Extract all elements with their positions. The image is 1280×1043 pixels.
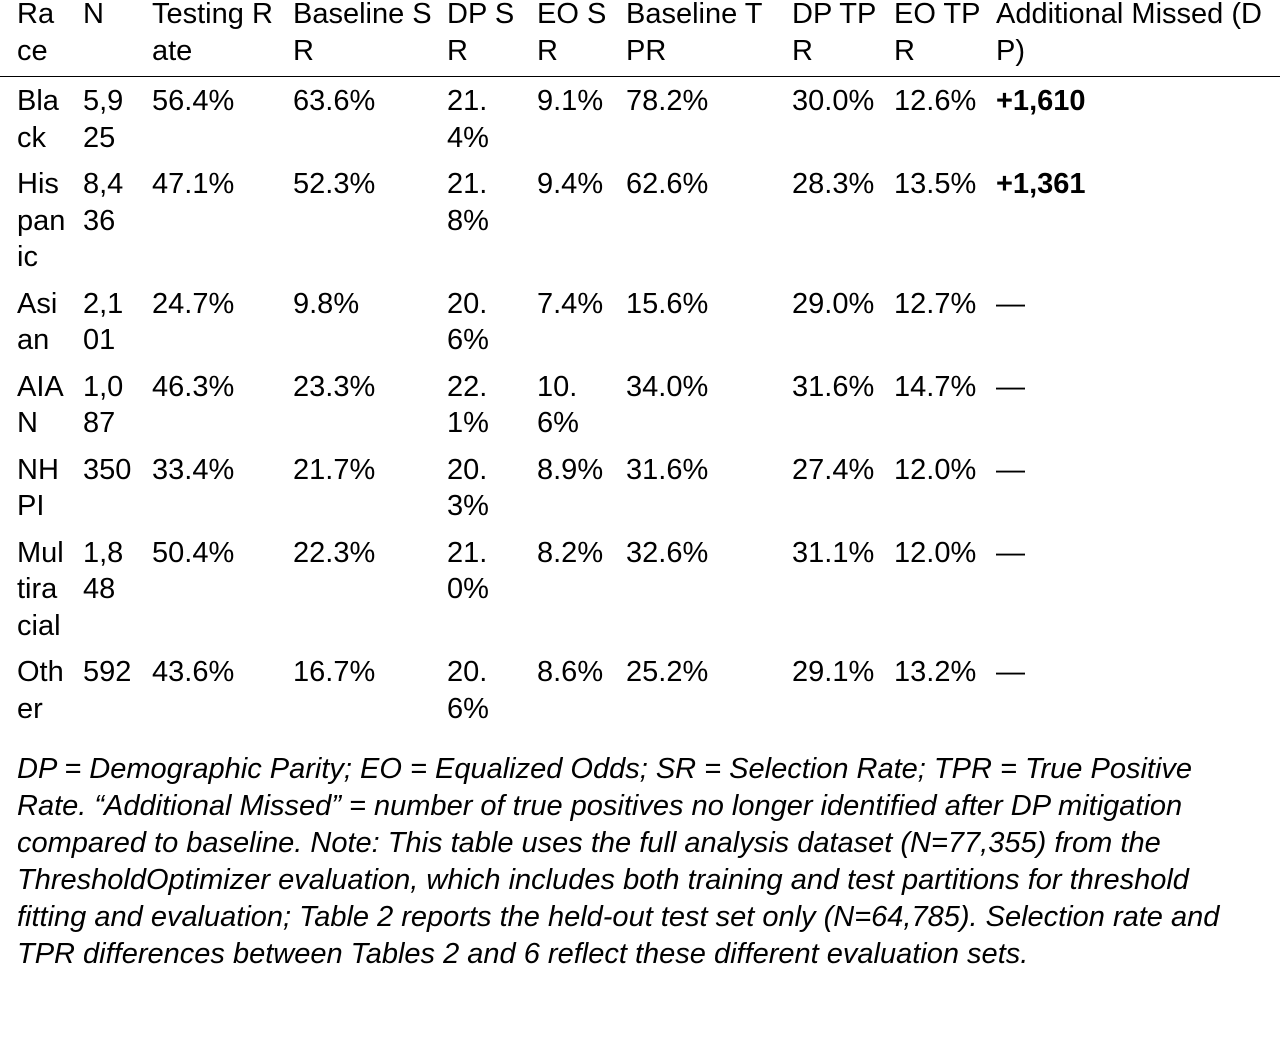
table-cell: 16.7% (293, 656, 376, 688)
table-cell: 592 (83, 656, 132, 688)
table-cell: 5,925 (83, 85, 124, 154)
table-cell: 20.6% (447, 656, 489, 725)
table-cell: 8.6% (537, 656, 604, 688)
table-cell: 27.4% (792, 453, 875, 486)
table-cell: — (996, 287, 1025, 320)
table-cell: 52.3% (293, 168, 376, 200)
header-cell: Testing Rate (152, 0, 273, 67)
header-cell: N (83, 0, 104, 30)
table-cell: Multiracial (17, 536, 64, 642)
header-cell: Race (17, 0, 55, 67)
table-cell: Black (17, 85, 59, 154)
table-cell: 21.7% (293, 453, 376, 486)
table-cell: 10.6% (537, 370, 579, 439)
table-cell: 9.1% (537, 85, 604, 117)
table-cell: 8,436 (83, 168, 124, 237)
table-cell: 20.6% (447, 287, 489, 356)
table-cell: 21.8% (447, 168, 489, 237)
table-cell: — (996, 656, 1025, 688)
table-cell: 9.8% (293, 287, 360, 320)
table-cell: 50.4% (152, 536, 235, 569)
table-cell: — (996, 536, 1025, 569)
table-cell: 46.3% (152, 370, 235, 403)
table-cell: 21.0% (447, 536, 489, 605)
table-row (0, 166, 1280, 286)
header-row (0, 0, 1280, 77)
table-row (0, 452, 1280, 535)
table-cell: Asian (17, 287, 58, 356)
table-cell: 32.6% (626, 536, 709, 569)
table-cell: 78.2% (626, 85, 709, 117)
table-cell: +1,361 (996, 168, 1086, 200)
header-cell: EO TPR (894, 0, 981, 67)
table-cell: 8.9% (537, 453, 604, 486)
table-cell: 14.7% (894, 370, 977, 403)
table-cell: 31.6% (792, 370, 875, 403)
table-cell: 34.0% (626, 370, 709, 403)
table-cell: 13.5% (894, 168, 977, 200)
table-cell: 30.0% (792, 85, 875, 117)
header-cell: Baseline SR (293, 0, 432, 67)
table-cell: 62.6% (626, 168, 709, 200)
table-cell: 8.2% (537, 536, 604, 569)
header-cell: DP SR (447, 0, 515, 67)
table-cell: 12.6% (894, 85, 977, 117)
table-cell: Other (17, 656, 64, 725)
table-cell: 29.1% (792, 656, 875, 688)
table-cell: — (996, 370, 1025, 403)
table-cell: 31.6% (626, 453, 709, 486)
table-cell: 12.7% (894, 287, 977, 320)
table-cell: 2,101 (83, 287, 124, 356)
table-cell: 33.4% (152, 453, 235, 486)
table-cell: 24.7% (152, 287, 235, 320)
table-cell: +1,610 (996, 85, 1086, 117)
table-cell: 31.1% (792, 536, 875, 569)
table-cell: 29.0% (792, 287, 875, 320)
table-row (0, 535, 1280, 655)
table-cell: 56.4% (152, 85, 235, 117)
table-cell: 13.2% (894, 656, 977, 688)
table-cell: 9.4% (537, 168, 604, 200)
table-cell: NHPI (17, 453, 59, 522)
table-cell: 1,087 (83, 370, 124, 439)
header-cell: Additional Missed (DP) (996, 0, 1262, 67)
table-cell: 1,848 (83, 536, 124, 605)
table-cell: 7.4% (537, 287, 604, 320)
table-cell: — (996, 453, 1025, 486)
table-cell: 23.3% (293, 370, 376, 403)
table-row (0, 286, 1280, 369)
table-note: DP = Demographic Parity; EO = Equalized Odds; SR = Selection Rate; TPR = True Positive Rate. “Additional Missed” = number of true positives no longer identified after DP mitigation compared to baseline. Note: This table uses the full analysis dataset (N=77,355) from the ThresholdOptimizer evaluation, which includes both training and test partitions for threshold fitting and evaluation; Table 2 reports the held-out test set only (N=64,785). Selection rate and TPR differences between Tables 2 and 6 reflect these different evaluation sets. (17, 753, 1220, 970)
table-cell: 43.6% (152, 656, 235, 688)
table-cell: Hispanic (17, 168, 66, 273)
table-row (0, 77, 1280, 167)
table-cell: 350 (83, 453, 132, 486)
table-cell: 25.2% (626, 656, 709, 688)
table-cell: 28.3% (792, 168, 875, 200)
table-cell: 22.3% (293, 536, 376, 569)
header-cell: Baseline TPR (626, 0, 763, 67)
table-row (0, 369, 1280, 452)
table-cell: 20.3% (447, 453, 489, 522)
table-row (0, 654, 1280, 737)
table-cell: 12.0% (894, 536, 977, 569)
table-cell: 63.6% (293, 85, 376, 117)
table-cell: 21.4% (447, 85, 489, 154)
table-cell: 12.0% (894, 453, 977, 486)
table-cell: 15.6% (626, 287, 709, 320)
table-cell: 47.1% (152, 168, 235, 200)
table-cell: AIAN (17, 370, 64, 439)
header-cell: DP TPR (792, 0, 877, 67)
table-cell: 22.1% (447, 370, 489, 439)
header-cell: EO SR (537, 0, 607, 67)
